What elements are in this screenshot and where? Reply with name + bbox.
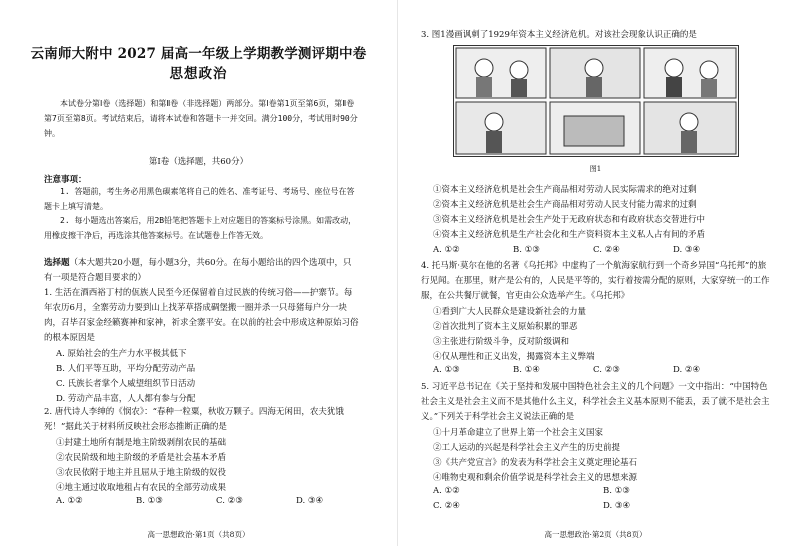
q4-answer-a: A. ①③ <box>433 365 460 375</box>
q3-statement-4: ④资本主义经济危机是生产社会化和生产资料资本主义私人占有间的矛盾 <box>433 230 706 240</box>
q5-answers-row-2 <box>433 501 773 511</box>
q5-statement-4: ④唯物史观和剩余价值学说是科学社会主义的思想来源 <box>433 473 638 483</box>
comic-illustration <box>454 46 738 156</box>
q2-answer-c: C. ②③ <box>216 496 243 506</box>
exam-intro: 本试卷分第Ⅰ卷（选择题）和第Ⅱ卷（非选择题）两部分。第Ⅰ卷第1页至第6页，第Ⅱ卷第7页至第8页。考试结束后，请将本试卷和答题卡一并交回。满分100分，考试用时90分钟。 <box>44 99 358 138</box>
right-page <box>397 0 794 546</box>
q5-answer-c: C. ②④ <box>433 501 460 511</box>
q4-statement-1: ①看到广大人民群众是建设新社会的力量 <box>433 307 587 317</box>
choice-label: 选择题 <box>44 258 70 268</box>
q5-answer-d: D. ③④ <box>603 501 631 511</box>
choice-instructions <box>44 256 359 286</box>
q4-answer-d: D. ②④ <box>673 365 701 375</box>
question-5: 5. 习近平总书记在《关于坚持和发展中国特色社会主义的几个问题》一文中指出：“中国特色社会主义是社会主义而不是其他什么主义，科学社会主义基本原则不能丢，丢了就不是社会主义。”下列关于科学社会主义说法正确的是 <box>421 382 770 422</box>
q3-answers <box>433 245 753 255</box>
notice-heading: 注意事项： <box>44 175 87 185</box>
q3-answer-b: B. ①③ <box>513 245 540 255</box>
question-2: 2. 唐代诗人李绅的《悯农》：“春种一粒粟，秋收万颗子。四海无闲田，农夫犹饿死！”据此关于材料所反映社会形态推断正确的是 <box>44 407 344 432</box>
q2-answer-d: D. ③④ <box>296 496 324 506</box>
q5-answer-b: B. ①③ <box>603 486 630 496</box>
page-footer-2: 高一思想政治·第2页（共8页） <box>544 530 647 539</box>
notice-item-1: 1. 答题前，考生务必用黑色碳素笔将自己的姓名、准考证号、考场号、座位号在答题卡上填写清楚。 <box>44 187 355 211</box>
question-4: 4. 托马斯·莫尔在他的名著《乌托邦》中虚构了一个航海家航行到一个奇乡异国“乌托邦”的旅行见闻。在那里，财产是公有的，人民是平等的，实行着按需分配的原则，大家穿统一的工作服，在公共餐厅就餐，官吏由公众选举产生。《乌托邦》 <box>421 261 770 301</box>
q5-answer-a: A. ①② <box>433 486 460 496</box>
q4-statement-4: ④仅从理性和正义出发，揭露资本主义弊端 <box>433 352 595 362</box>
choice-desc: （本大题共20小题，每小题3分，共60分。在每小题给出的四个选项中，只有一项是符合题目要求的） <box>44 258 352 283</box>
q3-statement-2: ②资本主义经济危机是社会生产商品相对劳动人民支付能力需求的过剩 <box>433 200 697 210</box>
q2-answer-a: A. ①② <box>56 496 83 506</box>
page-footer-1: 高一思想政治·第1页（共8页） <box>147 530 250 539</box>
q2-statement-4: ④地主通过收取地租占有农民的全部劳动成果 <box>56 483 227 493</box>
figure-caption: 图1 <box>589 165 602 173</box>
question-3: 3. 图1漫画讽刺了1929年资本主义经济危机。对该社会现象认识正确的是 <box>421 30 697 40</box>
q3-answer-d: D. ③④ <box>673 245 701 255</box>
q2-statement-1: ①封建土地所有制是地主阶级剥削农民的基础 <box>56 438 227 448</box>
q2-statement-2: ②农民阶级和地主阶级的矛盾是社会基本矛盾 <box>56 453 227 463</box>
q4-statement-2: ②首次批判了资本主义原始积累的罪恶 <box>433 322 578 332</box>
section-heading: 第Ⅰ卷（选择题，共60分） <box>148 157 249 167</box>
q2-answer-b: B. ①③ <box>136 496 163 506</box>
q1-option-c: C. 氏族长者掌个人威望组织节日活动 <box>56 379 196 389</box>
q2-statement-3: ③农民依附于地主并且屈从于地主阶级的奴役 <box>56 468 227 478</box>
q4-answers <box>433 365 753 375</box>
comic-figure <box>453 45 739 157</box>
q3-statement-3: ③资本主义经济危机是社会生产处于无政府状态和有政府状态交替进行中 <box>433 215 706 225</box>
q3-answer-c: C. ②④ <box>593 245 620 255</box>
q5-statement-2: ②工人运动的兴起是科学社会主义产生的历史前提 <box>433 443 621 453</box>
q4-answer-b: B. ①④ <box>513 365 540 375</box>
exam-title: 云南师大附中 2027 届高一年级上学期教学测评期中卷 <box>30 46 367 62</box>
q4-answer-c: C. ②③ <box>593 365 620 375</box>
q3-answer-a: A. ①② <box>433 245 460 255</box>
exam-subject: 思想政治 <box>169 66 228 82</box>
q1-option-b: B. 人们平等互助，平均分配劳动产品 <box>56 364 196 374</box>
q1-option-d: D. 劳动产品丰富，人人都有参与分配 <box>56 394 196 404</box>
notice-item-2: 2. 每小题选出答案后，用2B铅笔把答题卡上对应题目的答案标号涂黑。如需改动，用橡皮擦干净后，再选涂其他答案标号。在试题卷上作答无效。 <box>44 216 357 240</box>
q5-statement-3: ③《共产党宣言》的发表为科学社会主义奠定理论基石 <box>433 458 638 468</box>
q3-statement-1: ①资本主义经济危机是社会生产商品相对劳动人民实际需求的绝对过剩 <box>433 185 697 195</box>
q4-statement-3: ③主张进行阶级斗争，反对阶级调和 <box>433 337 570 347</box>
q5-statement-1: ①十月革命建立了世界上第一个社会主义国家 <box>433 428 604 438</box>
question-1: 1. 生活在酒西裕丁村的佤族人民至今还保留着自过民族的传统习俗——护寨节。每年农历6月，全寨劳动力要到山上找茅草搭成碉堡搬一圈并杀一只母猪每户分一块肉，召毕召家金经籁赛神和家神，祈求全寨平安。在以前的社会中形成这种原始习俗的根本原因是 <box>44 288 359 343</box>
q2-answers <box>56 496 376 506</box>
q5-answers <box>433 486 773 496</box>
q1-option-a: A. 原始社会的生产力水平极其低下 <box>56 349 187 359</box>
